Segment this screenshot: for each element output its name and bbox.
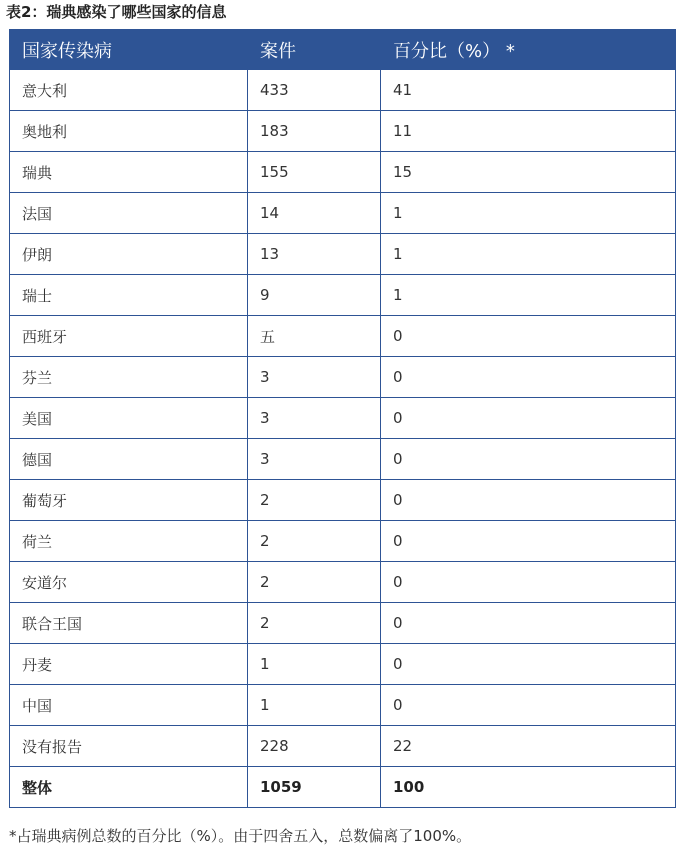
cell-country: 联合王国 [10, 603, 248, 644]
table-row [10, 152, 676, 193]
cell-percent: 0 [381, 562, 676, 603]
cell-country: 葡萄牙 [10, 480, 248, 521]
cell-country: 芬兰 [10, 357, 248, 398]
cell-country: 法国 [10, 193, 248, 234]
table-row [10, 70, 676, 111]
table-row [10, 357, 676, 398]
table-row [10, 275, 676, 316]
header-country: 国家传染病 [10, 30, 248, 70]
cell-country: 安道尔 [10, 562, 248, 603]
table-row [10, 685, 676, 726]
cell-percent: 15 [381, 152, 676, 193]
cell-percent: 41 [381, 70, 676, 111]
table-body [10, 70, 676, 808]
cell-cases: 3 [248, 357, 381, 398]
cell-percent: 0 [381, 480, 676, 521]
cell-country: 奥地利 [10, 111, 248, 152]
cell-cases: 228 [248, 726, 381, 767]
cell-percent: 0 [381, 603, 676, 644]
cell-cases: 13 [248, 234, 381, 275]
cell-country: 丹麦 [10, 644, 248, 685]
table-row [10, 562, 676, 603]
cell-cases: 2 [248, 521, 381, 562]
cell-cases: 3 [248, 398, 381, 439]
table-row [10, 603, 676, 644]
cell-percent: 0 [381, 316, 676, 357]
table-row [10, 726, 676, 767]
table-row [10, 316, 676, 357]
total-cases: 1059 [248, 767, 381, 808]
header-cases: 案件 [248, 30, 381, 70]
header-row [10, 30, 676, 70]
cell-percent: 0 [381, 357, 676, 398]
table-row [10, 234, 676, 275]
table-row [10, 521, 676, 562]
cell-cases: 155 [248, 152, 381, 193]
infection-country-table [9, 29, 676, 808]
cell-country: 西班牙 [10, 316, 248, 357]
cell-percent: 0 [381, 521, 676, 562]
cell-percent: 0 [381, 644, 676, 685]
cell-country: 没有报告 [10, 726, 248, 767]
total-percent: 100 [381, 767, 676, 808]
cell-percent: 1 [381, 193, 676, 234]
cell-cases: 2 [248, 480, 381, 521]
cell-cases: 五 [248, 316, 381, 357]
table-row [10, 480, 676, 521]
cell-country: 伊朗 [10, 234, 248, 275]
table-row [10, 439, 676, 480]
cell-country: 瑞典 [10, 152, 248, 193]
cell-percent: 0 [381, 398, 676, 439]
table-row [10, 193, 676, 234]
table-caption: 表2：瑞典感染了哪些国家的信息 [6, 3, 227, 21]
cell-cases: 433 [248, 70, 381, 111]
cell-cases: 2 [248, 603, 381, 644]
cell-country: 德国 [10, 439, 248, 480]
cell-country: 意大利 [10, 70, 248, 111]
header-percent: 百分比（%） * [381, 30, 676, 70]
table-row [10, 398, 676, 439]
cell-percent: 22 [381, 726, 676, 767]
cell-percent: 0 [381, 439, 676, 480]
cell-cases: 3 [248, 439, 381, 480]
cell-percent: 11 [381, 111, 676, 152]
table-header [10, 30, 676, 70]
footnote: *占瑞典病例总数的百分比（%）。由于四舍五入，总数偏离了100%。 [9, 827, 472, 845]
cell-cases: 1 [248, 644, 381, 685]
cell-percent: 1 [381, 275, 676, 316]
table-row [10, 111, 676, 152]
table-row [10, 644, 676, 685]
cell-percent: 1 [381, 234, 676, 275]
total-row [10, 767, 676, 808]
cell-cases: 9 [248, 275, 381, 316]
cell-country: 荷兰 [10, 521, 248, 562]
cell-country: 中国 [10, 685, 248, 726]
cell-percent: 0 [381, 685, 676, 726]
cell-cases: 14 [248, 193, 381, 234]
cell-cases: 2 [248, 562, 381, 603]
cell-cases: 1 [248, 685, 381, 726]
cell-country: 美国 [10, 398, 248, 439]
cell-cases: 183 [248, 111, 381, 152]
cell-country: 瑞士 [10, 275, 248, 316]
total-label: 整体 [10, 767, 248, 808]
